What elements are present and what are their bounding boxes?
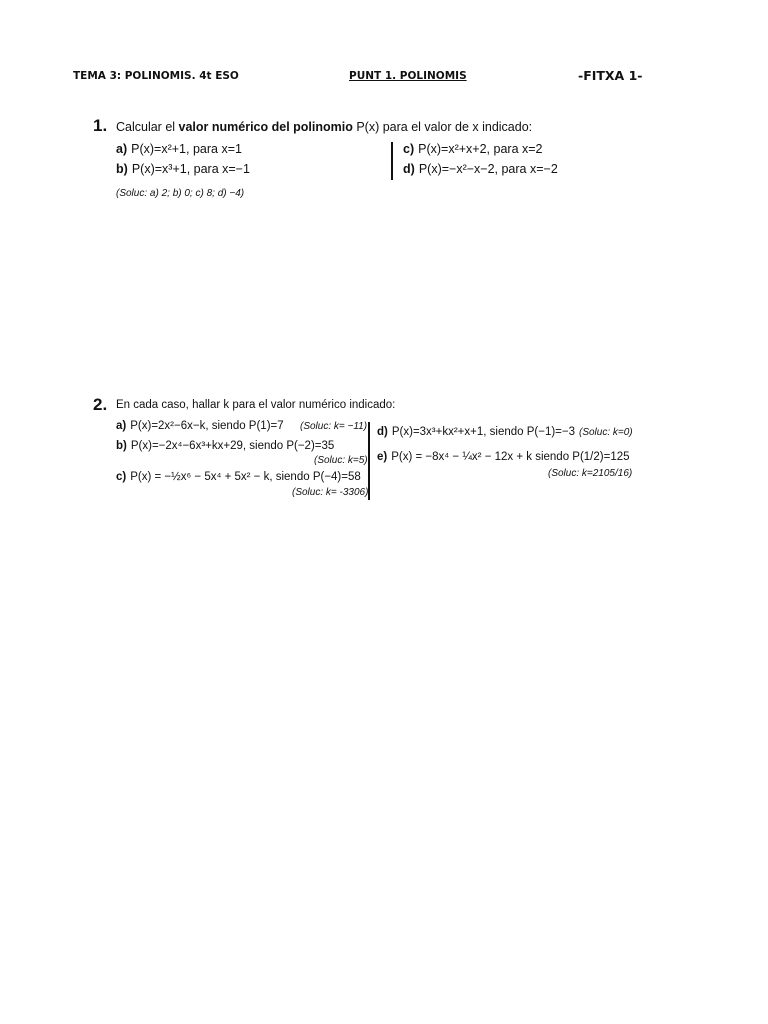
q1-solution: (Soluc: a) 2; b) 0; c) 8; d) −4)	[116, 188, 245, 199]
question-1-number: 1.	[93, 116, 108, 135]
item-label: d)	[377, 426, 388, 438]
header-topic: TEMA 3: POLINOMIS. 4t ESO	[73, 70, 239, 82]
prompt-text: Calcular el	[116, 120, 179, 134]
q2-item-b	[116, 440, 334, 452]
q2-item-d	[377, 426, 575, 438]
prompt-text-end: P(x) para el valor de x indicado:	[352, 120, 533, 134]
q1-item-c	[403, 142, 543, 156]
q2-item-a	[116, 420, 284, 432]
q1-item-d	[403, 162, 558, 176]
item-label: b)	[116, 440, 127, 452]
item-text: P(x)=−x²−x−2, para x=−2	[418, 162, 558, 176]
item-label: a)	[116, 142, 128, 156]
item-label: e)	[377, 451, 388, 463]
item-label: a)	[116, 420, 127, 432]
header-section: PUNT 1. POLINOMIS	[349, 70, 467, 82]
question-1-prompt	[116, 120, 532, 134]
item-text: P(x)=x³+1, para x=−1	[131, 162, 250, 176]
q2-item-c	[116, 471, 361, 483]
prompt-bold: valor numérico del polinomio	[178, 120, 353, 134]
header-sheet: -FITXA 1-	[578, 68, 643, 83]
item-label: b)	[116, 162, 128, 176]
q2-sol-d: (Soluc: k=0)	[579, 427, 633, 438]
item-label: c)	[116, 471, 127, 483]
item-text: P(x)=x²+x+2, para x=2	[418, 142, 543, 156]
q1-item-b	[116, 162, 250, 176]
column-divider	[391, 142, 393, 180]
question-2-prompt: En cada caso, hallar k para el valor numérico indicado:	[116, 399, 396, 411]
item-text: P(x) = −½x⁶ − 5x⁴ + 5x² − k, siendo P(−4)=58	[130, 471, 361, 483]
q2-sol-b: (Soluc: k=5)	[314, 455, 368, 466]
column-divider	[368, 422, 370, 500]
q2-sol-e: (Soluc: k=2105/16)	[548, 468, 633, 479]
q2-sol-a: (Soluc: k= −11)	[300, 421, 368, 432]
item-label: c)	[403, 142, 415, 156]
item-text: P(x)=2x²−6x−k, siendo P(1)=7	[130, 420, 284, 432]
item-label: d)	[403, 162, 415, 176]
item-text: P(x)=−2x⁴−6x³+kx+29, siendo P(−2)=35	[130, 440, 335, 452]
item-text: P(x)=x²+1, para x=1	[131, 142, 242, 156]
q1-item-a	[116, 142, 242, 156]
item-text: P(x) = −8x⁴ − ¼x² − 12x + k siendo P(1/2)=125	[391, 451, 630, 463]
question-2-number: 2.	[93, 395, 108, 414]
q2-item-e	[377, 451, 630, 463]
q2-sol-c: (Soluc: k= -3306)	[292, 487, 369, 498]
item-text: P(x)=3x³+kx²+x+1, siendo P(−1)=−3	[391, 426, 575, 438]
